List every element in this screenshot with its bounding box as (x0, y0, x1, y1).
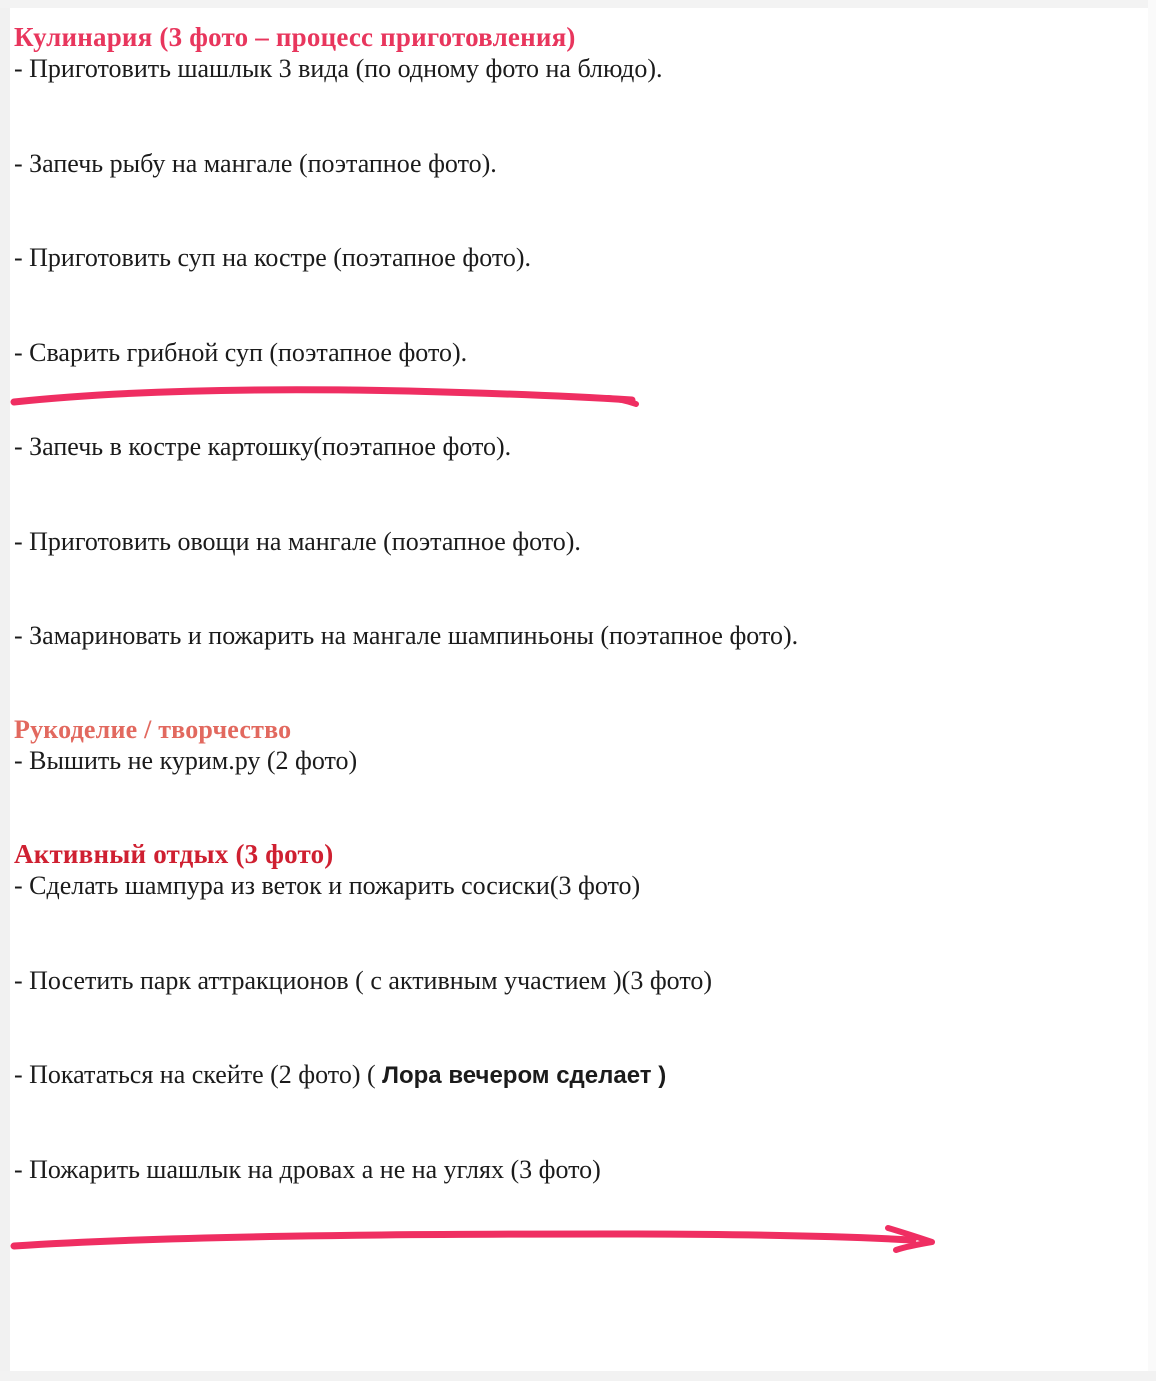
section-heading-craft: Рукоделие / творчество (14, 714, 292, 744)
strikethrough-skate-icon (8, 1212, 948, 1262)
list-item: - Приготовить суп на костре (поэтапное фото). (14, 243, 532, 272)
list-item: - Вышить не курим.ру (2 фото) (14, 745, 358, 775)
section-heading-cooking: Кулинария (3 фото – процесс приготовления) (14, 22, 576, 52)
list-item-text: - Покататься на скейте (2 фото) ( (14, 1060, 383, 1089)
list-item: - Пожарить шашлык на дровах а не на углях (3 фото) (14, 1154, 601, 1184)
list-item: - Запечь рыбу на мангале (поэтапное фото). (14, 148, 497, 178)
list-item: - Замариновать и пожарить на мангале шампиньоны (поэтапное фото). (14, 621, 799, 650)
skate-bold-note: Лора вечером сделает ) (382, 1062, 667, 1089)
list-item: - Приготовить овощи на мангале (поэтапное фото). (14, 526, 581, 556)
list-item-struck-soup: - Сварить грибной суп (поэтапное фото). (14, 337, 468, 367)
list-item: - Приготовить шашлык 3 вида (по одному фото на блюдо). (14, 54, 663, 83)
page-edge-bottom (0, 1371, 1156, 1381)
section-heading-active: Активный отдых (3 фото) (14, 839, 334, 869)
list-item: - Запечь в костре картошку(поэтапное фото). (14, 432, 512, 461)
list-item-struck-skate (14, 1059, 1142, 1092)
list-item: - Посетить парк аттракционов ( с активным участием )(3 фото) (14, 965, 713, 995)
list-item: - Сделать шампура из веток и пожарить сосиски(3 фото) (14, 871, 641, 900)
